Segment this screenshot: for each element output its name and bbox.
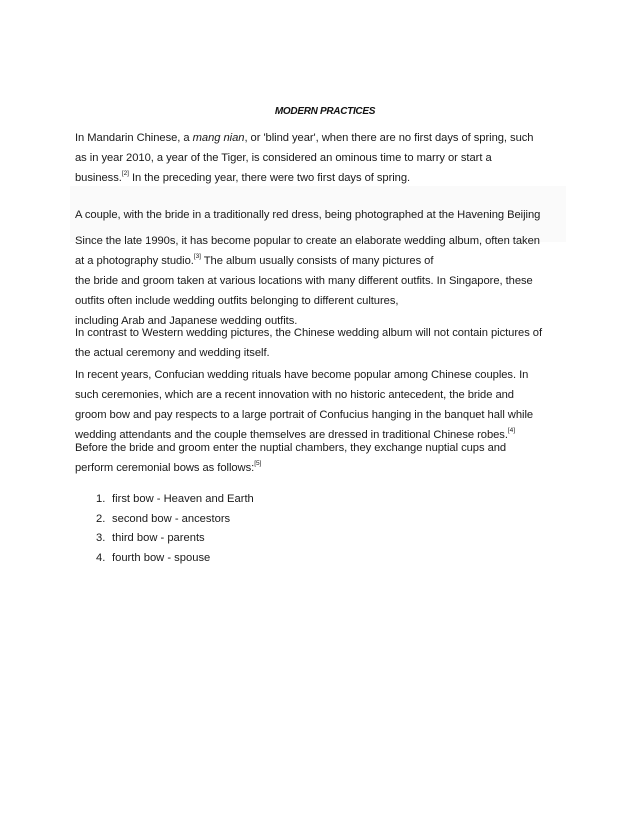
list-item-text: third bow - parents [112, 532, 205, 544]
paragraph-line [75, 128, 567, 148]
list-number: 1. [96, 493, 106, 505]
list-item-text: fourth bow - spouse [112, 551, 211, 564]
paragraph-line: groom bow and pay respects to a large portrait of Confucius hanging in the banquet hall while [75, 409, 534, 421]
list-item [96, 490, 254, 510]
list-item-text: first bow - Heaven and Earth [112, 493, 254, 505]
list-item [96, 510, 254, 530]
paragraph-line: the bride and groom taken at various locations with many different outfits. In Singapore, these [75, 275, 533, 287]
paragraph-line [75, 458, 567, 478]
text-run: In Mandarin Chinese, a [75, 132, 193, 144]
paragraph-line: In recent years, Confucian wedding rituals have become popular among Chinese couples. In [75, 369, 529, 381]
paragraph-line [75, 168, 567, 188]
list-item-text: second bow - ancestors [112, 512, 231, 525]
paragraph-line: such ceremonies, which are a recent innovation with no historic antecedent, the bride and [75, 389, 514, 401]
paragraph-line: the actual ceremony and wedding itself. [75, 347, 270, 359]
paragraph-line: Since the late 1990s, it has become popular to create an elaborate wedding album, often taken [75, 235, 540, 247]
citation-link[interactable]: [2] [121, 170, 129, 178]
list-item [96, 529, 254, 549]
list-number: 2. [96, 512, 106, 525]
italic-term: mang nian [192, 132, 245, 144]
paragraph-confucian-rituals [75, 365, 567, 445]
text-run: at a photography studio. [75, 255, 194, 267]
citation-link[interactable]: [5] [254, 460, 262, 468]
paragraph-nuptial-bows [75, 438, 567, 478]
text-run: In the preceding year, there were two first days of spring. [128, 172, 411, 184]
text-run: business. [75, 172, 122, 184]
paragraph-line: In contrast to Western wedding pictures, the Chinese wedding album will not contain pictures of [75, 327, 543, 339]
bows-list [96, 490, 254, 568]
paragraph-line [75, 251, 567, 271]
text-run: wedding attendants and the couple themselves are dressed in traditional Chinese robes. [75, 429, 508, 441]
list-number: 4. [96, 551, 106, 564]
text-run: perform ceremonial bows as follows: [75, 462, 255, 474]
list-number: 3. [96, 532, 106, 544]
paragraph-blind-year [75, 128, 567, 188]
citation-link[interactable]: [4] [507, 427, 515, 435]
text-run: , or 'blind year', when there are no first days of spring, such [244, 132, 534, 144]
paragraph-line: including Arab and Japanese wedding outfits. [75, 315, 298, 327]
paragraph-line: as in year 2010, a year of the Tiger, is considered an ominous time to marry or start a [75, 152, 492, 164]
paragraph-wedding-album [75, 231, 567, 331]
list-item [96, 549, 254, 569]
image-caption: A couple, with the bride in a traditionally red dress, being photographed at the Havening Beijing [75, 209, 541, 221]
citation-link[interactable]: [3] [193, 253, 201, 261]
paragraph-western-contrast [75, 323, 567, 363]
paragraph-line: outfits often include wedding outfits belonging to different cultures, [75, 295, 399, 307]
paragraph-line: Before the bride and groom enter the nuptial chambers, they exchange nuptial cups and [75, 442, 507, 454]
text-run: The album usually consists of many pictures of [200, 255, 434, 267]
section-heading: MODERN PRACTICES [274, 106, 376, 117]
